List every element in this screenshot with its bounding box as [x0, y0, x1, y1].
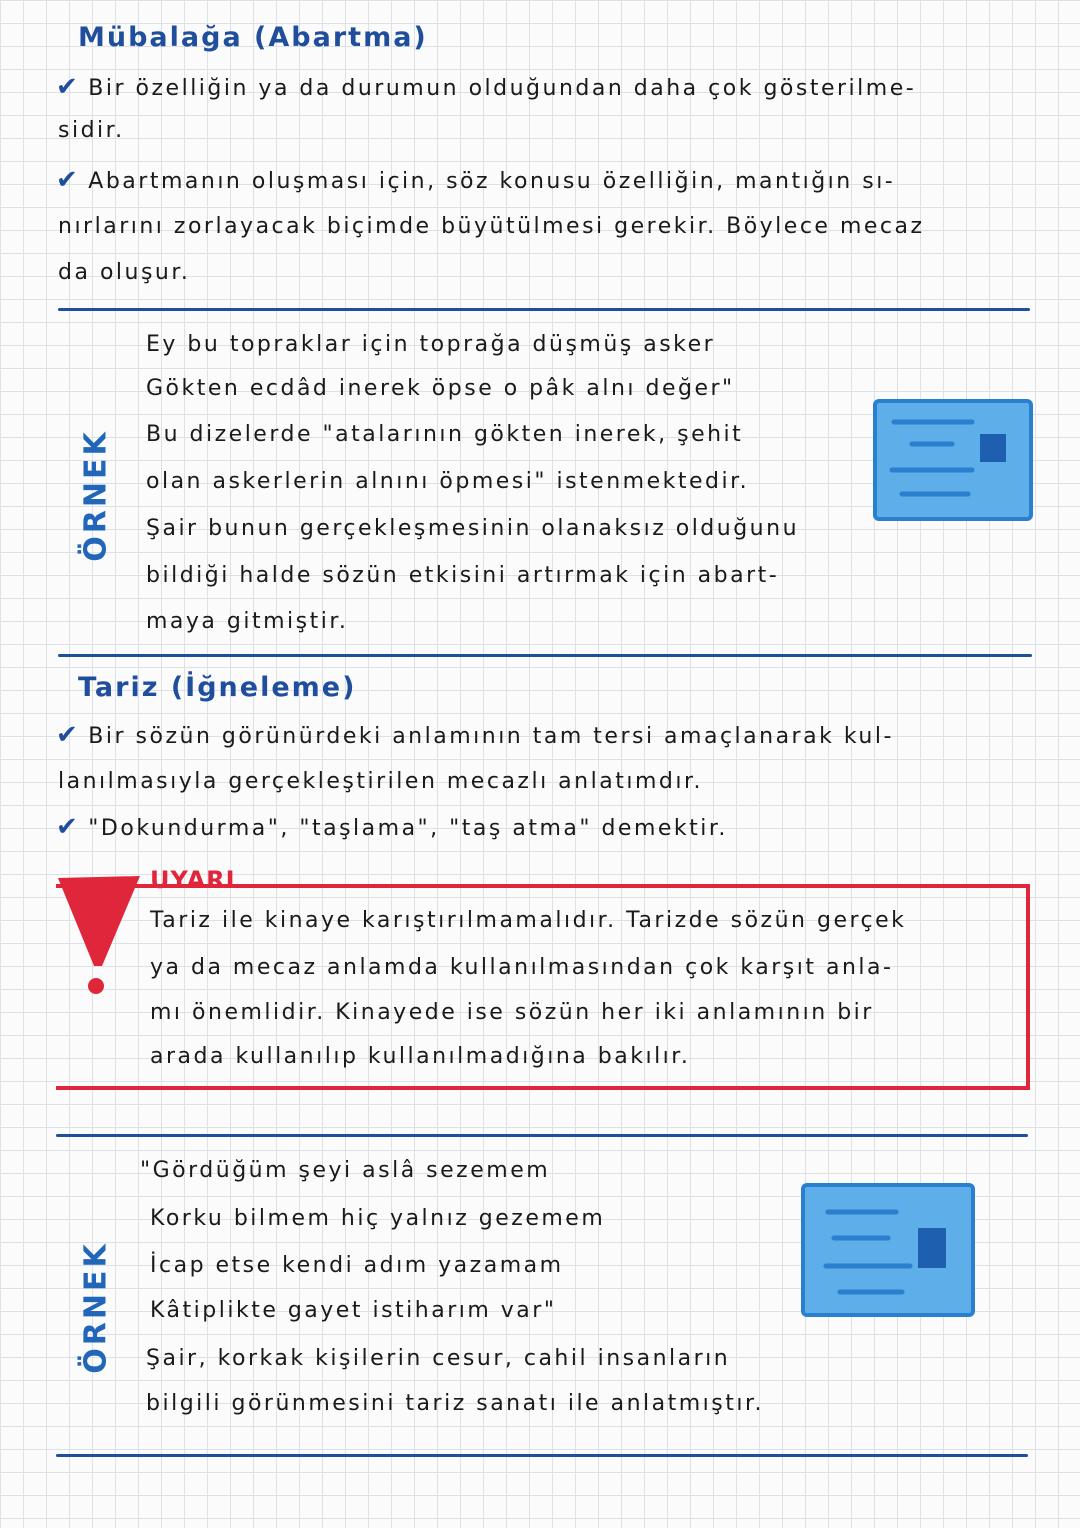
bullet-line: ✔ Bir özelliğin ya da durumun olduğundan daha çok gösterilme- [56, 72, 917, 102]
check-icon: ✔ [56, 165, 81, 195]
bullet-line: ✔ "Dokundurma", "taşlama", "taş atma" demektir. [56, 812, 728, 842]
example-line: İcap etse kendi adım yazamam [150, 1253, 564, 1278]
bullet-line: da oluşur. [58, 260, 191, 285]
divider [58, 654, 1032, 657]
section-title-mubalaga: Mübalağa (Abartma) [78, 22, 428, 53]
warning-line: ya da mecaz anlamda kullanılmasından çok karşıt anla- [150, 955, 894, 980]
example-line: Şair bunun gerçekleşmesinin olanaksız olduğunu [146, 516, 800, 541]
bullet-line: ✔ Abartmanın oluşması için, söz konusu özelliğin, mantığın sı- [56, 165, 896, 195]
example-line: Bu dizelerde "atalarının gökten inerek, şehit [146, 422, 744, 447]
check-icon: ✔ [56, 72, 81, 102]
id-card-icon [800, 1182, 976, 1318]
warning-line: Tariz ile kinaye karıştırılmamalıdır. Tarizde sözün gerçek [150, 908, 907, 933]
example-line: Ey bu topraklar için toprağa düşmüş asker [146, 332, 716, 357]
divider [56, 1134, 1028, 1137]
bullet-line: lanılmasıyla gerçekleştirilen mecazlı anlatımdır. [58, 769, 703, 794]
bullet-line: ✔ Bir sözün görünürdeki anlamının tam tersi amaçlanarak kul- [56, 720, 894, 750]
example-line: maya gitmiştir. [146, 609, 349, 634]
warning-line: arada kullanılıp kullanılmadığına bakılır. [150, 1044, 691, 1069]
bullet-line: nırlarını zorlayacak biçimde büyütülmesi gerekir. Böylece mecaz [58, 214, 925, 239]
divider [58, 308, 1030, 311]
example-line: olan askerlerin alnını öpmesi" istenmektedir. [146, 469, 750, 494]
example-line: bilgili görünmesini tariz sanatı ile anlatmıştır. [146, 1391, 764, 1416]
divider [56, 1454, 1028, 1457]
example-line: Gökten ecdâd inerek öpse o pâk alnı değer" [146, 376, 735, 401]
check-icon: ✔ [56, 720, 81, 750]
warning-line: mı önemlidir. Kinayede ise sözün her iki anlamının bir [150, 1000, 874, 1025]
example-label: ÖRNEK [78, 429, 114, 562]
check-icon: ✔ [56, 812, 81, 842]
section-title-tariz: Tariz (İğneleme) [78, 672, 357, 703]
id-card-icon [872, 398, 1034, 522]
example-line: Korku bilmem hiç yalnız gezemem [150, 1206, 606, 1231]
bullet-line: sidir. [58, 118, 125, 143]
exclamation-icon [56, 872, 142, 1000]
example-line: Kâtiplikte gayet istiharım var" [150, 1298, 557, 1323]
example-line: Şair, korkak kişilerin cesur, cahil insanların [146, 1346, 731, 1371]
warning-label: UYARI [150, 866, 236, 894]
example-line: bildiği halde sözün etkisini artırmak için abart- [146, 563, 780, 588]
example-label: ÖRNEK [78, 1241, 114, 1374]
example-line: "Gördüğüm şeyi aslâ sezemem [140, 1158, 551, 1183]
